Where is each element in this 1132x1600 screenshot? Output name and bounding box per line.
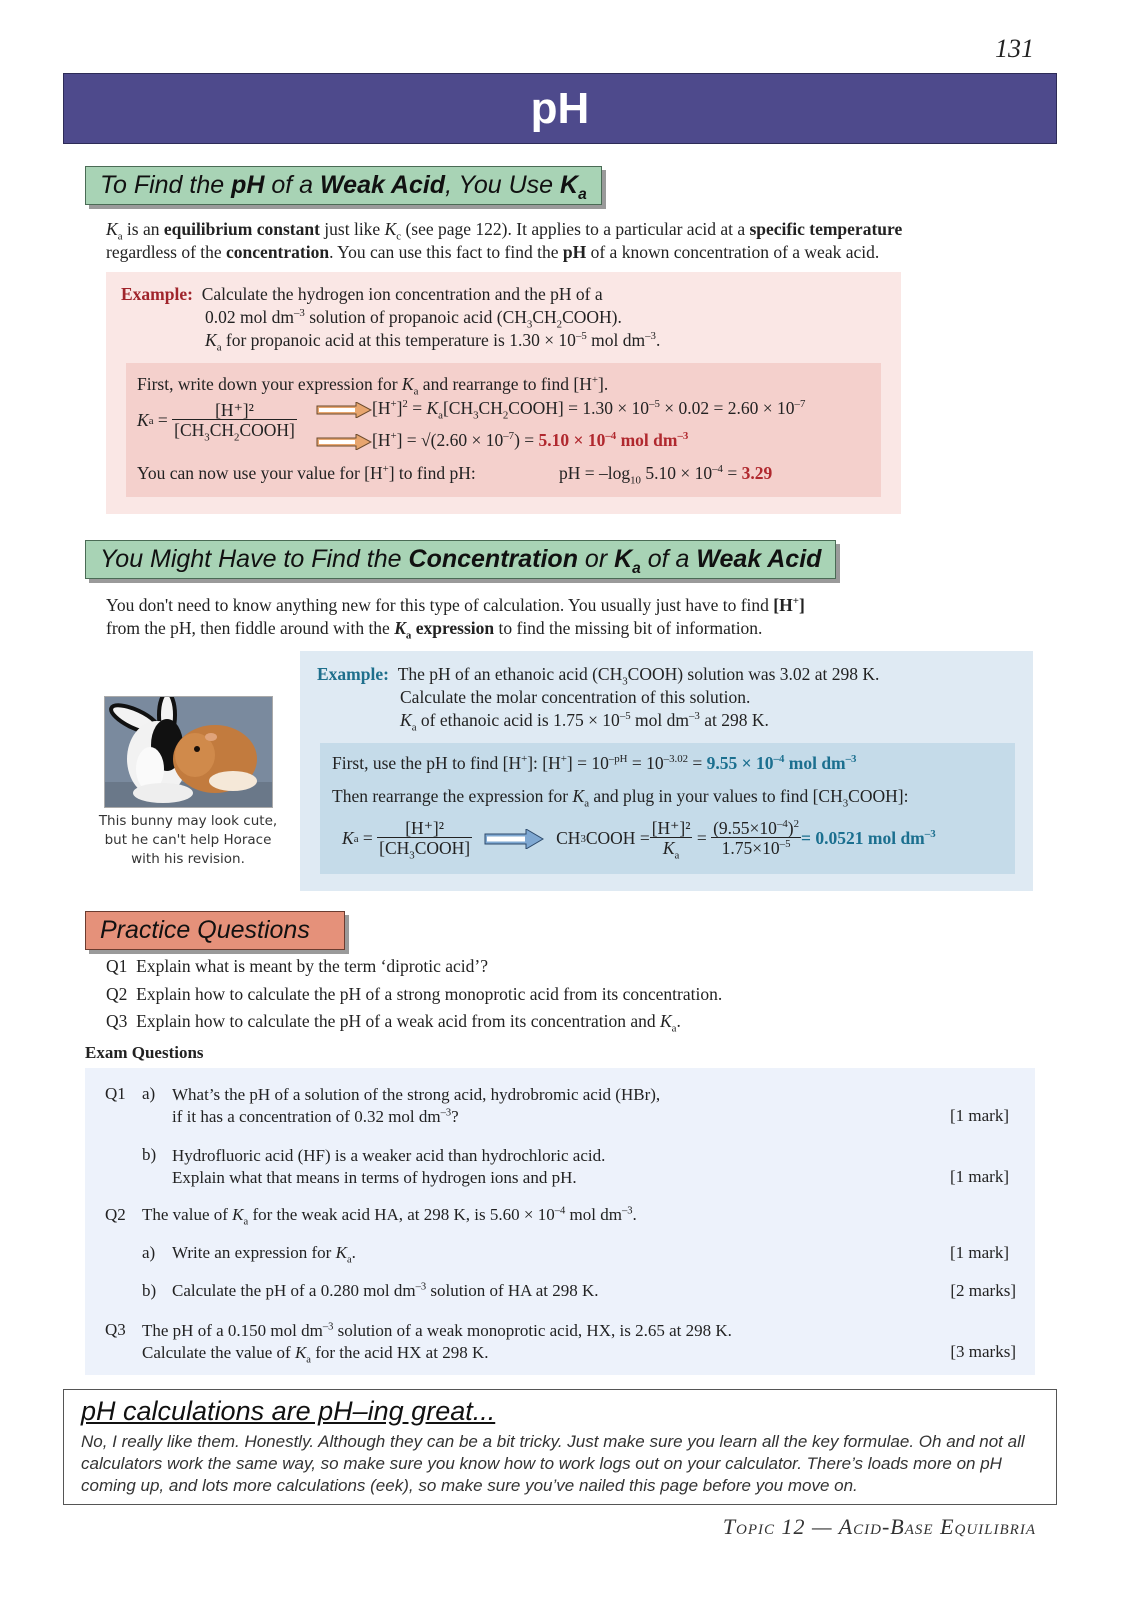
ka-symbol: K bbox=[572, 786, 585, 806]
heading-text: of a bbox=[640, 545, 697, 573]
text: COOH] = 1.30 × 10 bbox=[508, 398, 650, 418]
title-bar bbox=[63, 73, 1057, 144]
arrow-right-icon bbox=[316, 402, 372, 418]
text: = bbox=[722, 463, 742, 483]
summary-title: pH calculations are pH–ing great... bbox=[81, 1396, 496, 1426]
question-line: What’s the pH of a solution of the strong acid, hydrobromic acid (HBr), bbox=[172, 1085, 661, 1104]
text: . bbox=[655, 330, 661, 350]
practice-question bbox=[106, 1008, 1006, 1036]
question-line: Explain what that means in terms of hydrogen ions and pH. bbox=[172, 1168, 577, 1187]
summary-box bbox=[63, 1389, 1057, 1505]
heading-text: pH bbox=[231, 171, 265, 199]
subscript: a bbox=[346, 1254, 352, 1266]
working-line bbox=[137, 462, 476, 485]
caption-line: This bunny may look cute, bbox=[98, 813, 278, 829]
fraction bbox=[711, 819, 801, 858]
text: just like bbox=[319, 219, 385, 239]
text: pH = –log bbox=[559, 463, 631, 483]
superscript: –3 bbox=[415, 1281, 427, 1293]
subscript: 2 bbox=[556, 318, 563, 331]
exam-q3-number: Q3 bbox=[105, 1320, 126, 1339]
text: 1.75×10 bbox=[721, 838, 780, 858]
ka-symbol: K bbox=[335, 1243, 347, 1262]
arrow-right-icon bbox=[484, 829, 544, 849]
ka-symbol: K bbox=[342, 828, 354, 848]
equals: = bbox=[692, 828, 712, 848]
ka-symbol: K bbox=[426, 398, 439, 418]
superscript: –7 bbox=[794, 398, 806, 411]
example-question bbox=[317, 663, 1017, 732]
text: (see page 122). It applies to a particular acid at a bbox=[401, 219, 750, 239]
practice-questions-list bbox=[106, 953, 1006, 1036]
subscript: 3 bbox=[204, 431, 210, 444]
example-line bbox=[317, 663, 1017, 686]
example-line bbox=[121, 283, 881, 306]
exam-q2a-text bbox=[172, 1243, 356, 1266]
example-line bbox=[121, 306, 881, 329]
example-label: Example: bbox=[121, 284, 193, 304]
fraction-denominator bbox=[711, 838, 801, 858]
text: is an bbox=[122, 219, 164, 239]
section2-intro bbox=[106, 594, 1026, 640]
photo-caption bbox=[96, 812, 280, 869]
superscript: –4 bbox=[773, 753, 785, 766]
subscript: a bbox=[584, 797, 590, 810]
working-line bbox=[332, 785, 908, 808]
text: [H bbox=[372, 398, 391, 418]
ka-symbol: K bbox=[400, 710, 412, 730]
ka-symbol: K bbox=[137, 410, 149, 430]
text: ] bbox=[396, 398, 403, 418]
superscript: –3 bbox=[924, 828, 936, 841]
ka-symbol: K bbox=[294, 1343, 307, 1362]
heading-text: , You Use bbox=[445, 171, 560, 199]
heading-text: Concentration bbox=[408, 545, 578, 573]
superscript: + bbox=[390, 398, 397, 411]
superscript: –3 bbox=[322, 1321, 334, 1333]
text: [CH bbox=[442, 398, 474, 418]
subscript: a bbox=[671, 1022, 677, 1035]
marks-label: [3 marks] bbox=[950, 1342, 1016, 1361]
text: ) bbox=[787, 818, 794, 838]
text: solution of a weak monoprotic acid, HX, is 2.65 at 298 K. bbox=[333, 1321, 732, 1340]
text: and rearrange to find [H bbox=[418, 374, 592, 394]
photo-illustration bbox=[105, 697, 272, 807]
summary-body: No, I really like them. Honestly. Although they can be a bit tricky. Just make sure you learn all the key formulae. Oh and not all calculators work the same way, so make sure you know how to work logs out on your calculator. There’s loads more on pH coming up, and lots more calculations (eek), so make sure you’ve nailed this page before you move on. bbox=[81, 1432, 1025, 1495]
subscript: 3 bbox=[842, 797, 849, 810]
text: ] = 10 bbox=[566, 753, 609, 773]
ka-symbol: K bbox=[662, 838, 675, 858]
text: at 298 K. bbox=[699, 710, 769, 730]
subscript: a bbox=[117, 230, 123, 243]
example-label: Example: bbox=[317, 664, 389, 684]
h-concentration-result bbox=[707, 753, 857, 773]
question-text: Explain how to calculate the pH of a weak acid from its concentration and bbox=[136, 1011, 660, 1031]
superscript: 2 bbox=[402, 398, 408, 411]
text: mol dm bbox=[630, 710, 689, 730]
bold-text: specific temperature bbox=[749, 219, 903, 239]
text: × 0.02 = 2.60 × 10 bbox=[659, 398, 795, 418]
text: ? bbox=[451, 1107, 459, 1126]
marks-label: [1 mark] bbox=[949, 1243, 1009, 1262]
text: solution of HA at 298 K. bbox=[426, 1281, 599, 1300]
ka-symbol: K bbox=[106, 219, 118, 239]
text: of ethanoic acid is 1.75 × 10 bbox=[416, 710, 620, 730]
bold-text: equilibrium constant bbox=[163, 219, 320, 239]
text: [H bbox=[773, 595, 793, 615]
example-question bbox=[121, 283, 881, 352]
text: ] to find pH: bbox=[388, 463, 476, 483]
subscript: 10 bbox=[630, 474, 641, 487]
ka-symbol: K bbox=[394, 618, 406, 638]
superscript: –4 bbox=[554, 1205, 566, 1217]
heading-text: a bbox=[632, 560, 641, 577]
text: Then rearrange the expression for bbox=[332, 786, 573, 806]
superscript: + bbox=[382, 463, 389, 476]
text: to find the missing bit of information. bbox=[494, 618, 763, 638]
fraction-numerator: [H⁺]² bbox=[651, 818, 691, 838]
ph-calculation bbox=[559, 462, 772, 485]
superscript: –5 bbox=[575, 330, 587, 343]
question-text: Explain what is meant by the term ‘diprotic acid’? bbox=[136, 956, 488, 976]
text: for the acid HX at 298 K. bbox=[310, 1343, 489, 1362]
superscript: –5 bbox=[619, 710, 631, 723]
equals: = bbox=[358, 828, 378, 848]
bold-text: pH bbox=[562, 242, 587, 262]
text: for the weak acid HA, at 298 K, is 5.60 × 10 bbox=[248, 1205, 555, 1224]
practice-question bbox=[106, 953, 1006, 981]
fraction-numerator: [H⁺]² bbox=[172, 401, 297, 420]
text: ]. bbox=[598, 374, 609, 394]
fraction bbox=[172, 400, 297, 444]
footer-topic: Topic 12 — Acid-Base Equilibria bbox=[722, 1514, 1036, 1539]
working-line bbox=[332, 752, 856, 775]
text: of a known concentration of a weak acid. bbox=[586, 242, 880, 262]
example-line bbox=[121, 329, 881, 352]
fraction-numerator: [H⁺]² bbox=[377, 819, 472, 838]
question-line bbox=[172, 1106, 660, 1128]
example-line: Calculate the molar concentration of this solution. bbox=[400, 687, 751, 707]
superscript: –5 bbox=[649, 398, 660, 411]
heading-text: K bbox=[560, 171, 579, 199]
fraction bbox=[650, 818, 693, 862]
question-line: Hydrofluoric acid (HF) is a weaker acid than hydrochloric acid. bbox=[172, 1146, 606, 1165]
superscript: –3 bbox=[689, 710, 700, 723]
superscript: –3 bbox=[645, 330, 656, 343]
marks-label: [1 mark] bbox=[949, 1106, 1009, 1125]
text: expression bbox=[411, 618, 495, 638]
heading-text: Weak Acid bbox=[696, 545, 822, 573]
subscript: 3 bbox=[473, 409, 479, 422]
text: = bbox=[407, 398, 427, 418]
subscript: 3 bbox=[526, 318, 533, 331]
text: COOH = bbox=[585, 828, 650, 848]
superscript: –4 bbox=[776, 818, 788, 831]
subscript: a bbox=[411, 721, 417, 734]
exam-q2-number: Q2 bbox=[105, 1205, 126, 1224]
ka-symbol: K bbox=[659, 1011, 672, 1031]
exam-q1a-text bbox=[172, 1084, 660, 1128]
exam-q1b-label: b) bbox=[142, 1145, 157, 1164]
intro-line bbox=[106, 594, 1026, 617]
text: mol dm bbox=[565, 1205, 622, 1224]
example-box-ethanoic bbox=[300, 651, 1033, 891]
equals: = bbox=[153, 410, 173, 430]
text: = 0.0521 mol dm bbox=[801, 828, 925, 848]
text: . bbox=[676, 1011, 681, 1031]
ka-symbol: K bbox=[401, 374, 414, 394]
text: ]: [H bbox=[527, 753, 561, 773]
exam-q2-text bbox=[142, 1205, 637, 1228]
fraction-denominator bbox=[650, 838, 693, 862]
text: ) = bbox=[514, 430, 539, 450]
text: ] bbox=[798, 595, 805, 615]
superscript: –3 bbox=[845, 753, 857, 766]
question-line bbox=[142, 1320, 732, 1342]
text: 0.02 mol dm bbox=[205, 307, 294, 327]
heading-text: a bbox=[578, 186, 587, 203]
subscript: a bbox=[413, 385, 419, 398]
text: 5.10 × 10 bbox=[538, 430, 606, 450]
subscript: a bbox=[438, 409, 443, 422]
superscript: –3 bbox=[293, 307, 305, 320]
superscript: –5 bbox=[779, 838, 791, 851]
subscript: a bbox=[405, 629, 412, 642]
superscript: –3 bbox=[621, 1205, 633, 1217]
superscript: + bbox=[591, 374, 599, 387]
text: COOH] bbox=[239, 420, 295, 440]
text: and plug in your values to find [CH bbox=[589, 786, 843, 806]
marks-label: [2 marks] bbox=[950, 1281, 1016, 1300]
superscript: + bbox=[521, 753, 528, 766]
bold-text bbox=[394, 618, 495, 642]
superscript: –3 bbox=[440, 1107, 452, 1119]
superscript: –3 bbox=[677, 430, 689, 443]
bunny-guinea-pig-photo bbox=[104, 696, 273, 808]
section-heading-concentration-ka bbox=[85, 540, 836, 579]
subscript: 2 bbox=[502, 409, 509, 422]
concentration-result bbox=[801, 827, 936, 850]
kc-symbol: K bbox=[384, 219, 397, 239]
text: CH bbox=[532, 307, 557, 327]
ka-symbol: K bbox=[232, 1205, 244, 1224]
working-box-propanoic bbox=[126, 363, 881, 497]
text: for propanoic acid at this temperature is 1.30 × 10 bbox=[221, 330, 576, 350]
text: First, use the pH to find [H bbox=[332, 753, 522, 773]
text: CH bbox=[556, 828, 581, 848]
text: First, write down your expression for bbox=[137, 374, 402, 394]
subscript: a bbox=[216, 341, 222, 354]
text: Calculate the pH of a 0.280 mol dm bbox=[172, 1281, 416, 1300]
caption-line: but he can't help Horace bbox=[104, 832, 272, 848]
text: solution of propanoic acid (CH bbox=[304, 307, 527, 327]
exam-q3-text bbox=[142, 1320, 732, 1364]
question-line bbox=[142, 1342, 732, 1364]
text: mol dm bbox=[784, 753, 846, 773]
text: COOH) solution was 3.02 at 298 K. bbox=[627, 664, 880, 684]
superscript: –pH bbox=[608, 753, 628, 766]
heading-text: or bbox=[577, 545, 615, 573]
superscript: + bbox=[390, 430, 397, 443]
subscript: a bbox=[306, 1354, 311, 1366]
exam-questions-heading: Exam Questions bbox=[85, 1043, 204, 1062]
text: Calculate the value of bbox=[142, 1343, 295, 1362]
page-number: 131 bbox=[995, 34, 1034, 63]
heading-text: You Might Have to Find the bbox=[100, 545, 409, 573]
text: The pH of a 0.150 mol dm bbox=[142, 1321, 323, 1340]
practice-question bbox=[106, 981, 1006, 1009]
intro-line bbox=[106, 617, 1026, 640]
text: The value of bbox=[142, 1205, 233, 1224]
exam-q1-number: Q1 bbox=[105, 1084, 126, 1103]
text: ] = √(2.60 × 10 bbox=[396, 430, 504, 450]
working-box-ethanoic bbox=[320, 743, 1015, 874]
exam-q2b-text bbox=[172, 1281, 599, 1301]
text: The pH of an ethanoic acid (CH bbox=[397, 664, 623, 684]
text: from the pH, then fiddle around with the bbox=[106, 618, 395, 638]
exam-q2a-label: a) bbox=[142, 1243, 156, 1262]
page-title: pH bbox=[530, 83, 590, 133]
heading-text: Practice Questions bbox=[100, 916, 310, 944]
working-line bbox=[137, 373, 608, 396]
exam-questions-box bbox=[85, 1068, 1035, 1375]
section1-intro bbox=[106, 218, 1026, 264]
caption-line: with his revision. bbox=[131, 851, 245, 867]
ka-symbol: K bbox=[205, 330, 217, 350]
subscript: 3 bbox=[409, 849, 415, 862]
exam-q1b-text bbox=[172, 1145, 605, 1189]
working-step-1 bbox=[316, 397, 805, 420]
fraction bbox=[377, 818, 472, 862]
intro-line bbox=[106, 241, 1026, 264]
heading-text: To Find the bbox=[100, 171, 232, 199]
text: You don't need to know anything new for this type of calculation. You usually just have to find bbox=[106, 595, 774, 615]
subscript: 3 bbox=[622, 675, 628, 688]
text: COOH]: bbox=[848, 786, 909, 806]
text: . bbox=[632, 1205, 637, 1224]
superscript: –4 bbox=[605, 430, 617, 443]
text: (9.55×10 bbox=[713, 818, 777, 838]
fraction-numerator bbox=[711, 819, 801, 838]
bold-text bbox=[773, 595, 804, 615]
text: COOH] bbox=[414, 838, 471, 858]
fraction-denominator bbox=[377, 838, 472, 862]
text: 5.10 × 10 bbox=[640, 463, 713, 483]
subscript: 2 bbox=[234, 431, 240, 444]
superscript: –3.02 bbox=[663, 753, 689, 766]
exam-q1a-label: a) bbox=[142, 1084, 156, 1103]
working-step-2 bbox=[316, 429, 688, 452]
text: CH bbox=[478, 398, 503, 418]
section-heading-weak-acid-ph bbox=[85, 166, 602, 205]
heading-text: K bbox=[614, 545, 633, 573]
text: You can now use your value for [H bbox=[137, 463, 383, 483]
text: [H bbox=[372, 430, 391, 450]
text: . bbox=[351, 1243, 356, 1262]
question-number: Q1 bbox=[106, 956, 128, 976]
question-text: Explain how to calculate the pH of a strong monoprotic acid from its concentration. bbox=[136, 983, 723, 1004]
text: . You can use this fact to find the bbox=[329, 242, 563, 262]
subscript: c bbox=[396, 230, 402, 243]
text: 9.55 × 10 bbox=[706, 753, 774, 773]
intro-line bbox=[106, 218, 1026, 241]
text: COOH). bbox=[562, 307, 622, 327]
ph-result: 3.29 bbox=[741, 463, 773, 483]
arrow-right-icon bbox=[316, 434, 372, 450]
subscript: a bbox=[674, 849, 680, 862]
text: CH bbox=[209, 420, 235, 440]
example-line bbox=[317, 709, 1017, 732]
text: [CH bbox=[379, 838, 410, 858]
superscript: –4 bbox=[712, 463, 723, 476]
heading-text: of a bbox=[264, 171, 321, 199]
superscript: + bbox=[560, 753, 567, 766]
text: = 10 bbox=[627, 753, 664, 773]
superscript: –7 bbox=[503, 430, 515, 443]
subscript: a bbox=[243, 1216, 249, 1228]
practice-questions-heading bbox=[85, 911, 345, 950]
concentration-equation: K a = $\frac{\text{[H⁺]²}}{[CH_3COOH]}$ CH 3 COOH = $\frac{\text{[H⁺]²}}{K_a}$ = $\frac{(9.55\times 10^{-4})^2}{1.75\times 10^{-5}}$ = 0.0521 mol $dm^{-3}$ bbox=[342, 818, 936, 862]
superscript: + bbox=[792, 595, 799, 608]
text: regardless of the bbox=[106, 242, 227, 262]
example-box-propanoic bbox=[106, 272, 901, 514]
question-number: Q3 bbox=[106, 1011, 128, 1031]
text: mol dm bbox=[586, 330, 646, 350]
question-number: Q2 bbox=[106, 983, 128, 1004]
text: [CH bbox=[174, 420, 205, 440]
text: mol dm bbox=[616, 430, 678, 450]
heading-text: Weak Acid bbox=[320, 171, 446, 199]
superscript: 2 bbox=[793, 818, 800, 831]
marks-label: [1 mark] bbox=[949, 1167, 1009, 1186]
exam-q2b-label: b) bbox=[142, 1281, 157, 1300]
text: Calculate the hydrogen ion concentration and the pH of a bbox=[201, 284, 603, 304]
fraction-denominator bbox=[172, 420, 297, 444]
text: = bbox=[688, 753, 707, 773]
text: if it has a concentration of 0.32 mol dm bbox=[172, 1107, 441, 1126]
h-concentration-result bbox=[539, 430, 689, 450]
ka-expression: K a = $\frac{\text{[H⁺]²}}{[CH_3CH_2COOH]}$ bbox=[137, 400, 295, 444]
bold-text: concentration bbox=[226, 242, 330, 262]
text: Write an expression for bbox=[172, 1243, 336, 1262]
